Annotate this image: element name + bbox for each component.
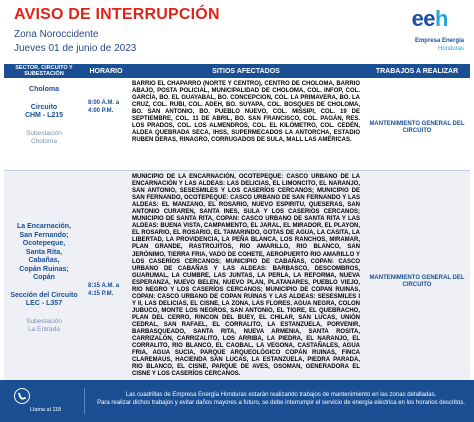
schedule-cell [84,78,128,170]
time-start: 8:15 A.M. a [88,283,120,289]
work-cell: MANTENIMIENTO GENERAL DEL CIRCUITO [369,120,465,134]
schedule-cell [84,171,128,393]
time-end: 4:15 P.M. [88,290,114,297]
header-schedule: HORARIO [89,67,123,75]
sector-line: Copán [33,274,55,281]
sector-line: Copán Ruinas; [19,265,69,273]
sector-line: La Encarnación, [16,223,72,230]
table-row [4,171,470,394]
footer-notice [96,391,466,407]
time-end: 4:00 P.M. [88,107,114,114]
sector-cell [4,171,84,393]
date-label: Jueves 01 de junio de 2023 [14,43,137,54]
header-work: TRABAJOS A REALIZAR [375,67,459,75]
notice-header [0,0,474,64]
substation-label: Subestación [26,317,62,325]
outage-table [4,64,470,394]
logo-line-2: Honduras [437,46,464,52]
substation-label: Subestación [26,129,62,137]
logo-line-1: Empresa Energía [414,38,464,44]
sector-name: Choloma [29,86,59,93]
circuit-code: CHM - L215 [24,112,64,119]
circuit-label: Circuito [30,103,58,111]
notice-title: AVISO DE INTERRUPCIÓN [14,6,220,23]
hotline-label: Llama al 118 [30,407,62,413]
time-start: 8:00 A.M. a [88,100,120,106]
circuit-code: LEC - L357 [25,300,63,307]
company-logo [402,6,466,58]
zone-label: Zona Noroccidente [14,29,99,40]
sector-cell [4,78,84,170]
header-sector: SECTOR, CIRCUITO Y SUBESTACIÓN [15,65,73,77]
header-sites: SITIOS AFECTADOS [212,67,280,75]
circuit-label: Sección del Circuito [10,291,78,299]
sites-cell: MUNICIPIO DE LA ENCARNACIÓN, OCOTEPEQUE: CASCO URBANO DE LA ENCARNACIÓN Y LAS ALDEAS: LAS DELICIAS, EL LIMONCITO, EL NARANJO, SAN ANTONIO, SESESMILES Y LOS CASERÍOS CERCANOS; MUNICIPIO DE SAN FERNANDO, OCOTEPEQUE: CASCO URBANO DE SAN FERNANDO Y LAS ALDEAS: EL MANZANO, EL ROSARIO, NUEVO ESPIRITU, QUESERAS, SAN ANTONIO CURAREN, SANTA INES, SULA Y LOS CASERIOS CERCANOS; MUNICIPIO DE SANTA RITA, COPAN: CASCO URBANO DE SANTA RITA Y LAS ALDEAS: BUENA VISTA, CAMPAMENTO, EL JARAL, EL MIRADOR, EL PLAYON, EL ROSARIO, EL ROSARIO, EL TAMARINDO, GOTAS DE AGUA, LA CASITA, LA LIBERTAD, LA PROVIDENCIA, LA PEÑA BLANCA, LOS RANCHOS, MIRAMAR, PLAN GRANDE, RASTROJITOS, RIO AMARILLO, RIO BLANCO, SAN JERÓNIMO, TIERRA FRIA, VADO DE COHETE, AEROPUERTO RIO AMARILLO Y LOS CASERÍOS CERCANOS; MUNICIPIO DE CABAÑAS, COPAN: CASCO URBANO DE CABAÑAS Y LAS ALDEAS: BARBASCO, DESCOMBROS, GUARUMAL, LA CUMBRE, LAS JUNTAS, LA PERLA, LA REFORMA, NUEVA ESPERANZA, NUEVO BELEN, NUEVO PLAN, PLATANARES, PUEBLO VIEJO, RIO NEGRO Y LOS CASERÍOS CERCANOS; MUNICIPIO DE COPAN RUINAS, COPAN: CASCO URBANO DE COPAN RUINAS Y LAS ALDEAS: SESESMILES I Y II, LAS DELICIAS, EL CISNE, LA ZONA, LAS FLORES, AGUA NEGRA, COLON JUBUCO, MONTE LOS NEGROS, SAN ANTONIO, EL TIGRE, EL QUEBRACHO, PLAN DEL CERRO, RINCON DEL BUEY, EL CHILAR, SAN LUCAS, UNIÓN CEDRAL, SAN RAFAEL, EL CORRALITO, LA ESTANZUELA, PORVENIR, BARBASQUEADO, SANTA RITA, NUEVA ARMENIA, SANTA ROSITA, CARRIZALÓN, CARRIZALITO, LOS ARRIBA, LA PIEDRA, EL NARANJO, EL CORRALITO, RIO BLANCO, EL CAOBAL, LA VEGONA, CASTAÑALES, AGUA FRIA, AGUA SUCIA, PARQUE ARQUEOLÓGICO COPÁN RUINAS, FINCA CLAREMAUS, HACIENDA SAN LUCAS, LA ESTANZUELA, PIEDRA PARADA, RIO BLANCO, EL CISNE, PARQUE DE AVES, OSOMAN, GENERADORA EL CISNE Y LOS CASERÍOS CERCANOS. [132,174,360,378]
footer-bar [0,380,474,422]
footer-line-2: Para realizar dichos trabajos y evitar daños mayores a futuro, se debe interrumpir el servicio de energía eléctrica en los horarios descritos. [97,400,465,406]
logo-mark [412,6,448,32]
sites-cell: BARRIO EL CHAPARRO (NORTE Y CENTRO), CENTRO DE CHOLOMA, BARRIO ABAJO, POSTA POLICIAL, MUNICIPALIDAD DE CHOLOMA, COL. INFOP, COL. GARCÍA, BO. EL GUAYABAL, BO. CONCEPCION, COL. LA PRIMAVERA, BO. LA CRUZ, COL. RUBI, COL. ADEH, BO. SUYAPA, COL. BOSQUES DE CHOLOMA, BO. SAN ANTONIO, BO. PUEBLO NUEVO, COL. MISSIPI, COL. 19 DE SEPTIEMBRE, COL. 11 DE ABRIL, BO. SAN FRANCISCO, COL. PAGÁN, RES. LOS PRADOS, COL. LOS ALMENDROS, COL. EL KILÓMETRO, COL. CEDÉN, ALDEA QUEBRADA SECA, IHSS, SUPERMECADOS LA ANTORCHA, ESTADIO RUBEN DERAS, RINAGRO, CORRUGADOS DE SULA, MALL LAS AMÉRICAS. [132,81,360,144]
table-row [4,78,470,171]
work-cell: MANTENIMIENTO GENERAL DEL CIRCUITO [369,274,465,288]
logo-mark-accent: h [435,6,448,31]
sector-line: Ocotepeque, [22,240,66,247]
sector-line: Santa Rita, [25,248,63,256]
sector-line: Cabañas, [28,257,60,264]
footer-divider [84,388,85,414]
table-header [4,64,470,78]
substation-name: Choloma [30,138,57,145]
logo-mark-main: ee [411,6,436,31]
substation-name: La Entrada [28,326,60,333]
footer-line-1: Las cuadrillas de Empresa Energía Honduras estarán realizando trabajos de mantenimiento en las zonas detalladas. [125,392,437,398]
phone-icon [14,388,30,404]
sector-line: San Fernando; [19,231,69,239]
